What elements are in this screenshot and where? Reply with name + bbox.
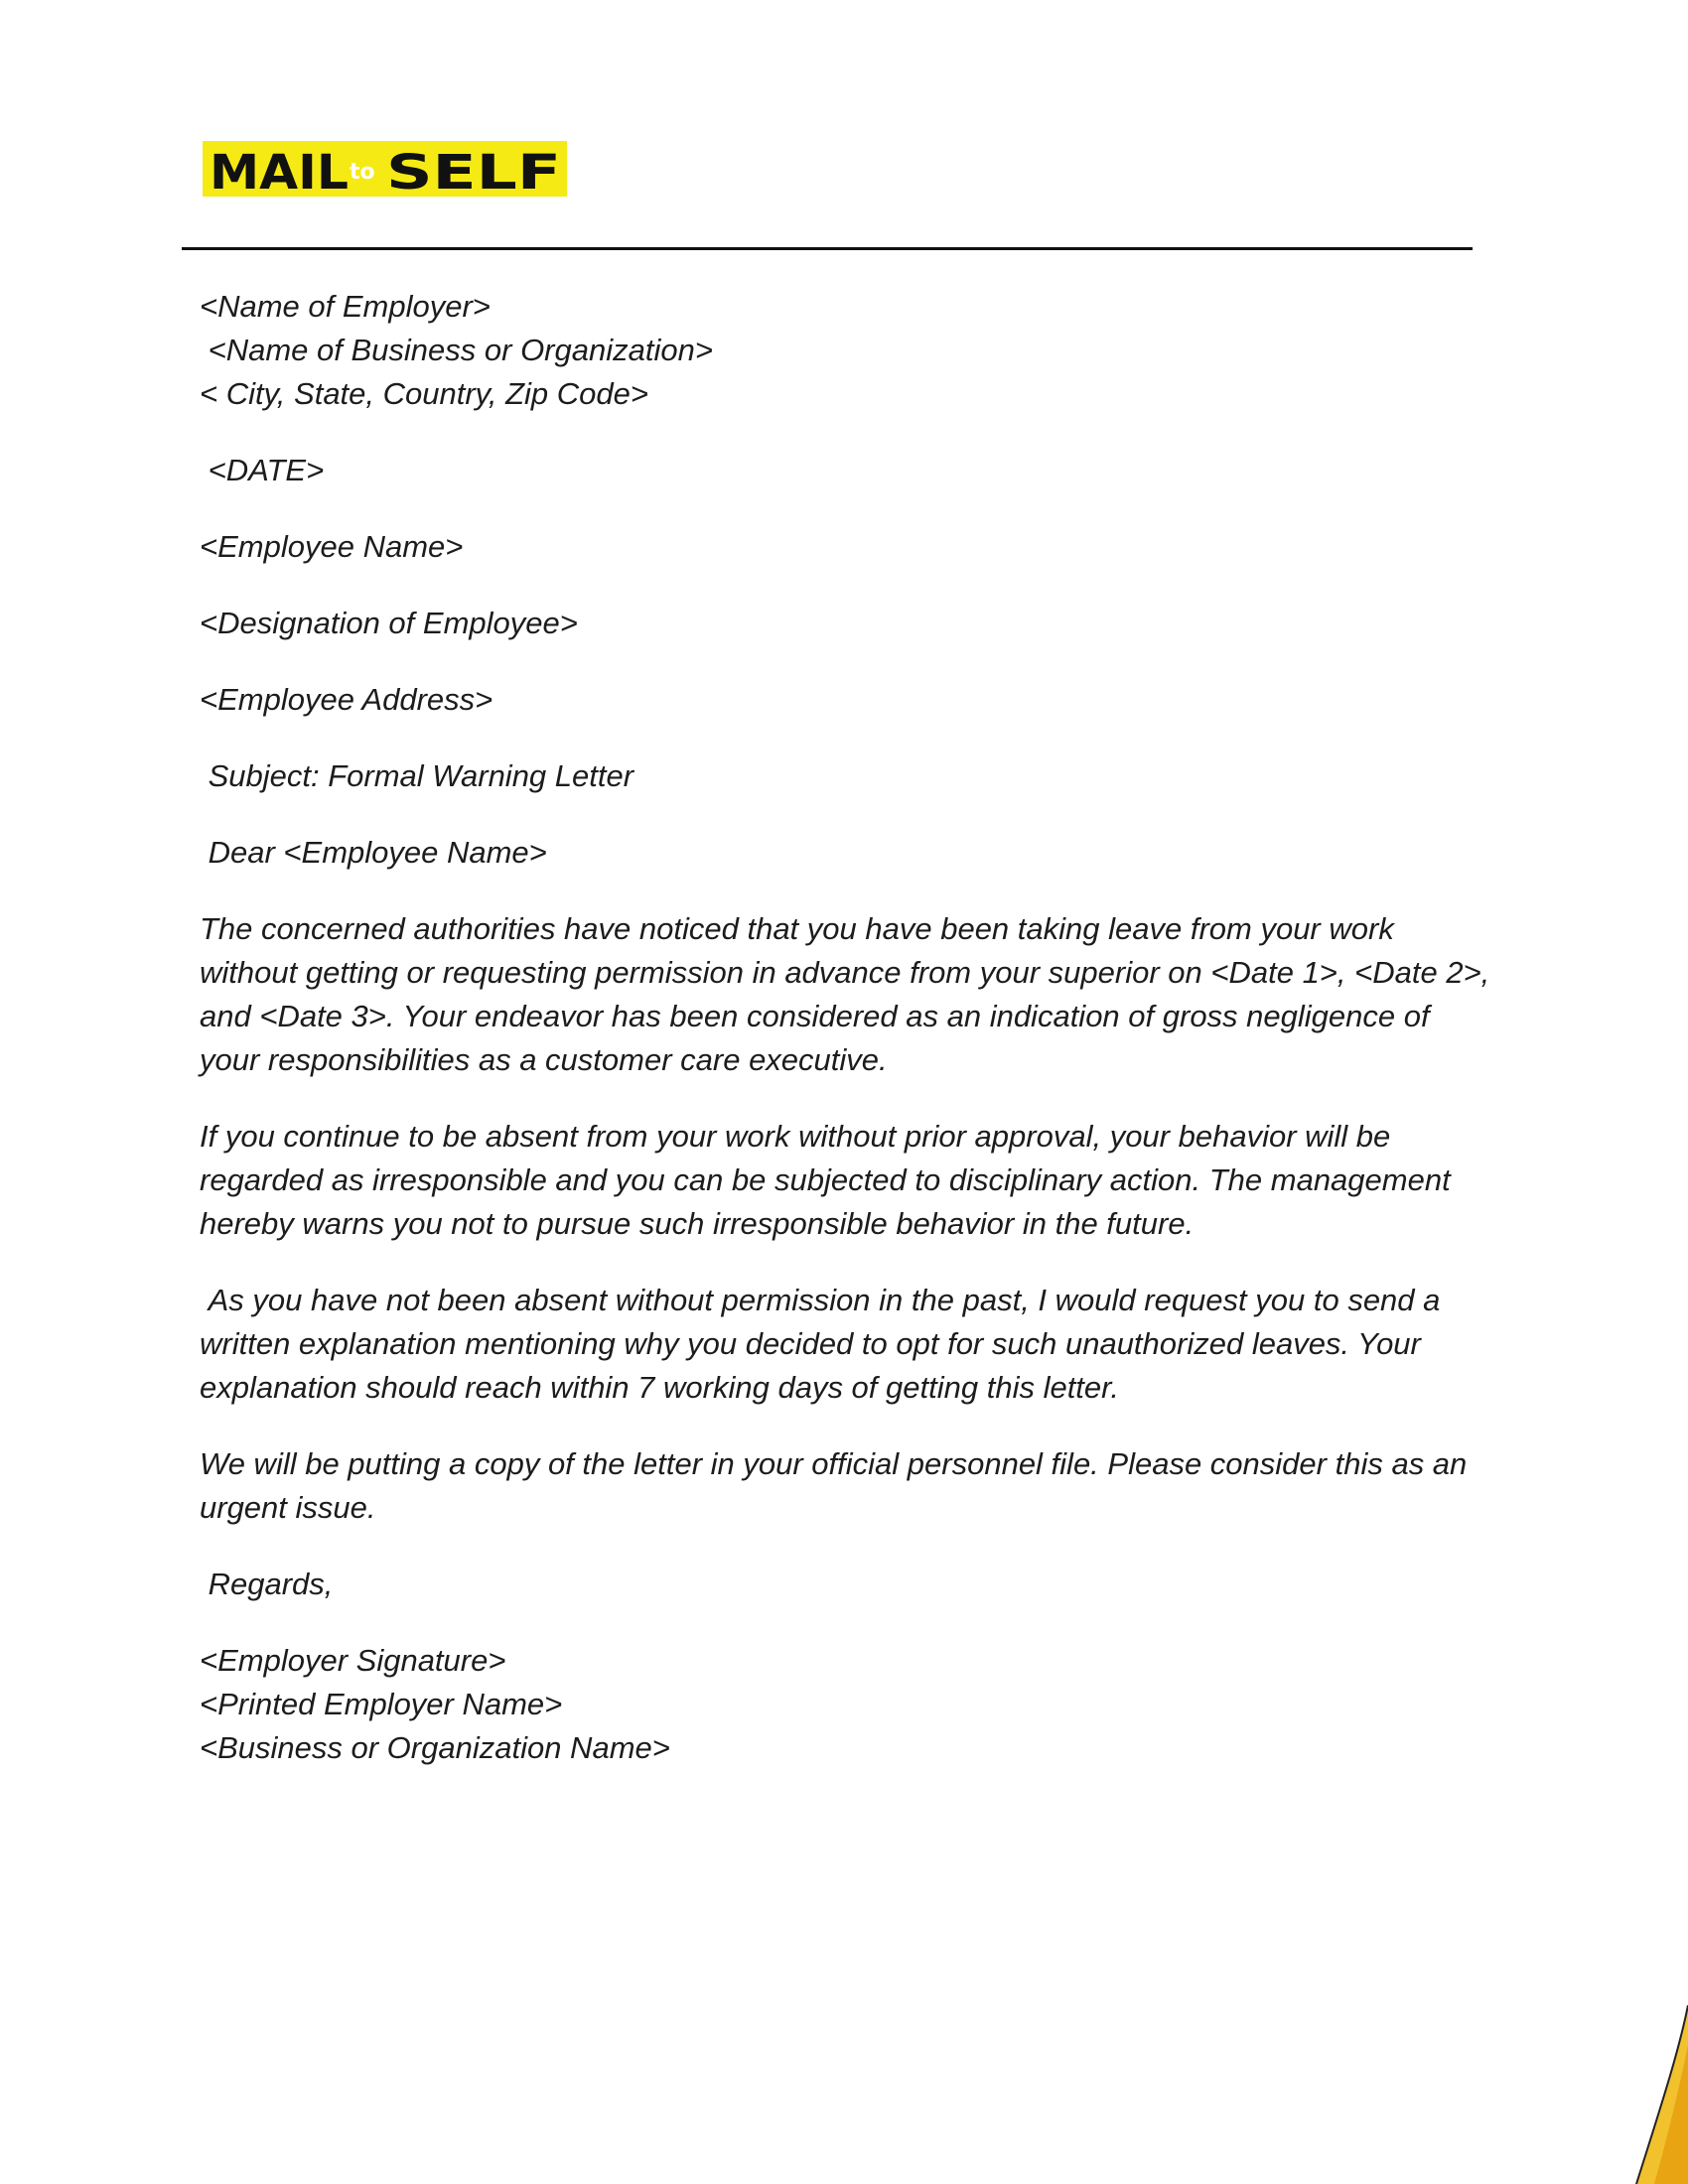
- corner-decoration: [1628, 2005, 1688, 2184]
- logo-to-text: to: [350, 160, 375, 185]
- salutation: Dear <Employee Name>: [200, 835, 547, 870]
- employee-address: <Employee Address>: [200, 682, 493, 717]
- employee-name: <Employee Name>: [200, 529, 464, 564]
- header-divider: [182, 247, 1473, 250]
- body-paragraph-1: The concerned authorities have noticed that you have been taking leave from your work without getting or requesting permission in advance from your superior on <Date 1>, <Date 2>, and <Date 3>. Your endeavor has been considered as an indication of gross negligence of your responsibilities as a customer care executive.: [200, 911, 1490, 1077]
- body-paragraph-2: If you continue to be absent from your work without prior approval, your behavior will be regarded as irresponsible and you can be subjected to disciplinary action. The management hereby warns you not to pursue such irresponsible behavior in the future.: [200, 1119, 1451, 1241]
- body-paragraph-3: As you have not been absent without permission in the past, I would request you to send a written explanation mentioning why you decided to opt for such unauthorized leaves. Your explanation should reach within 7 working days of getting this letter.: [200, 1283, 1450, 1405]
- letter-body: [200, 285, 1490, 1803]
- sender-block: [200, 285, 1490, 416]
- employer-signature: <Employer Signature>: [200, 1643, 506, 1678]
- employer-name: <Name of Employer>: [200, 289, 491, 324]
- printed-employer-name: <Printed Employer Name>: [200, 1687, 563, 1721]
- signature-organization: <Business or Organization Name>: [200, 1730, 670, 1765]
- signature-block: [200, 1639, 1490, 1770]
- mail-to-self-logo: [203, 141, 567, 197]
- closing: Regards,: [200, 1567, 334, 1601]
- letter-date: <DATE>: [200, 453, 325, 487]
- logo-mail-text: MAIL: [210, 145, 349, 197]
- body-paragraph-4: We will be putting a copy of the letter in your official personnel file. Please consider this as an urgent issue.: [200, 1446, 1468, 1525]
- city-state-line: < City, State, Country, Zip Code>: [200, 376, 648, 411]
- organization-name: <Name of Business or Organization>: [200, 333, 713, 367]
- letter-subject: Subject: Formal Warning Letter: [200, 758, 634, 793]
- employee-designation: <Designation of Employee>: [200, 606, 578, 640]
- logo-self-text: SELF: [386, 145, 561, 197]
